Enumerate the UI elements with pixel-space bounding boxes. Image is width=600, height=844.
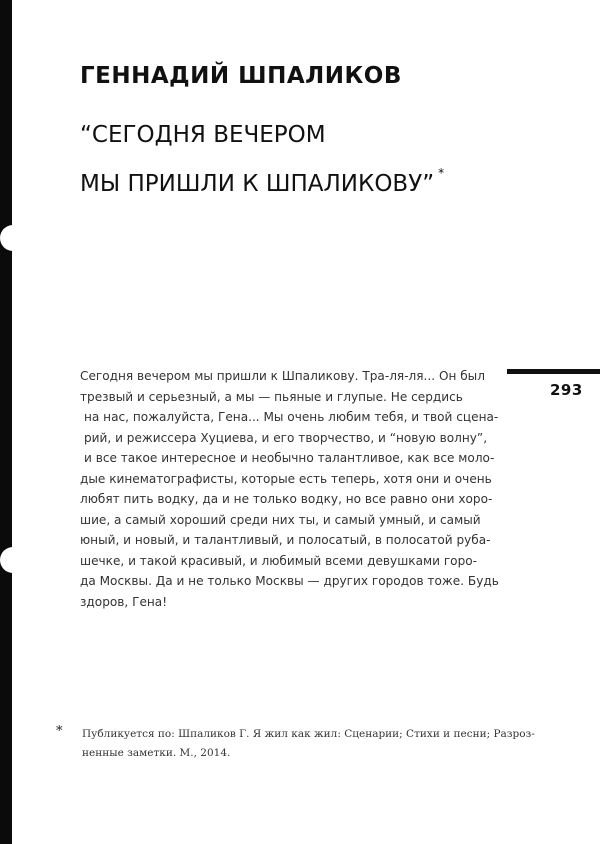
body-line: рий, и режиссера Хуциева, и его творчество, и “новую волну”, [84, 430, 488, 445]
body-line: здоров, Гена! [80, 594, 168, 609]
body-line: и все такое интересное и необычно талантливое, как все моло- [84, 451, 495, 465]
body-line: юный, и новый, и талантливый, и полосатый, в полосатой руба- [80, 533, 491, 547]
body-line: Сегодня вечером мы пришли к Шпаликову. Тра-ля-ля... Он был [80, 369, 485, 383]
footnote-text [82, 725, 535, 763]
body-line: дые кинематографисты, которые есть теперь, хотя они и очень [80, 471, 492, 486]
title-footnote-marker: * [438, 166, 445, 180]
footnote-line-1: Публикуется по: Шпаликов Г. Я жил как жил: Сценарии; Стихи и песни; Разроз- [82, 728, 535, 740]
body-line: трезвый и серьезный, а мы — пьяные и глупые. Не сердись [80, 389, 463, 404]
body-line: шие, а самый хороший среди них ты, и самый умный, и самый [80, 512, 481, 527]
body-line: на нас, пожалуйста, Гена... Мы очень любим тебя, и твой сцена- [84, 410, 499, 424]
body-line: любят пить водку, да и не только водку, но все равно они хоро- [80, 492, 493, 506]
footnote-marker: * [56, 724, 63, 739]
body-paragraph [80, 366, 520, 612]
author-name: ГЕННАДИЙ ШПАЛИКОВ [80, 63, 402, 89]
page-number-rule [507, 369, 600, 374]
footnote-line-2: ненные заметки. М., 2014. [82, 747, 231, 759]
body-line: шечке, и такой красивый, и любимый всеми девушками горо- [80, 553, 478, 568]
page-number: 293 [550, 381, 583, 399]
chapter-title-line-2 [80, 154, 444, 203]
chapter-title [80, 116, 444, 203]
page-edge-bar [0, 0, 12, 844]
binder-hole-top [0, 225, 26, 251]
chapter-title-line-2-text: МЫ ПРИШЛИ К ШПАЛИКОВУ” [80, 171, 435, 197]
binder-hole-bottom [0, 547, 26, 573]
body-line: да Москвы. Да и не только Москвы — других городов тоже. Будь [80, 574, 499, 588]
chapter-title-line-1: “СЕГОДНЯ ВЕЧЕРОМ [80, 122, 326, 148]
